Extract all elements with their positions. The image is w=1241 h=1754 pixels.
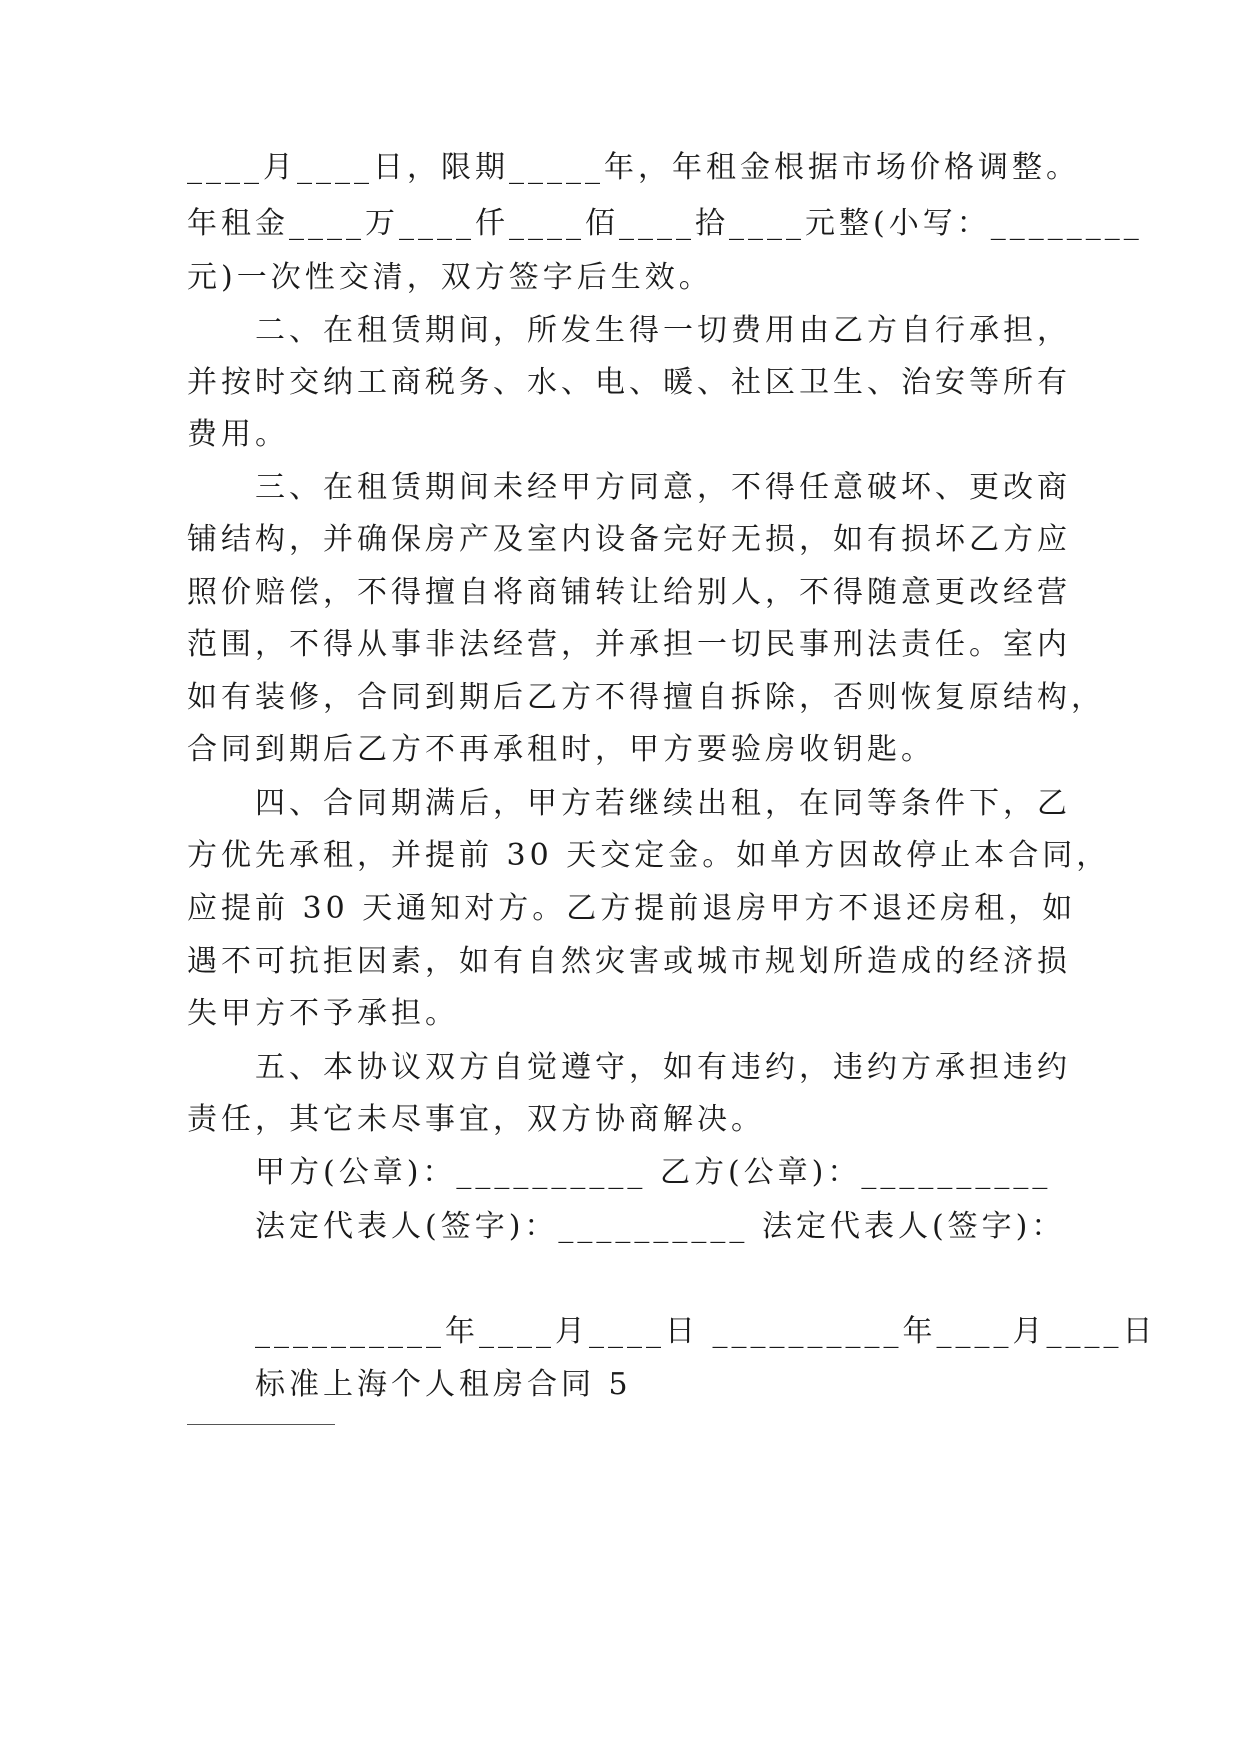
text-line: 遇不可抗拒因素，如有自然灾害或城市规划所造成的经济损 (187, 944, 1071, 979)
text-line: 四、合同期满后，甲方若继续出租，在同等条件下，乙 (255, 786, 1071, 821)
text-line: 年租金____万____仟____佰____拾____元整(小写：________ (187, 206, 1143, 241)
text-line: 责任，其它未尽事宜，双方协商解决。 (187, 1102, 765, 1137)
section-title: 标准上海个人租房合同 5 (255, 1367, 632, 1402)
text-line: 五、本协议双方自觉遵守，如有违约，违约方承担违约 (255, 1050, 1071, 1085)
signature-line-representative: 法定代表人(签字)：__________ 法定代表人(签字)： (255, 1209, 1066, 1244)
text-line: 照价赔偿，不得擅自将商铺转让给别人，不得随意更改经营 (187, 575, 1071, 610)
text-line: 方优先承租，并提前 30 天交定金。如单方因故停止本合同， (187, 838, 1111, 873)
text-line: 费用。 (187, 417, 289, 452)
text-line: 二、在租赁期间，所发生得一切费用由乙方自行承担， (255, 313, 1071, 348)
text-line: 失甲方不予承担。 (187, 996, 459, 1031)
text-line: 应提前 30 天通知对方。乙方提前退房甲方不退还房租，如 (187, 891, 1077, 926)
date-line: __________年____月____日 __________年____月____日 (255, 1314, 1157, 1349)
text-line: ____月____日，限期_____年，年租金根据市场价格调整。 (187, 150, 1080, 185)
text-line: 如有装修，合同到期后乙方不得擅自拆除，否则恢复原结构， (187, 680, 1105, 715)
text-line: 范围，不得从事非法经营，并承担一切民事刑法责任。室内 (187, 627, 1071, 662)
text-line: 并按时交纳工商税务、水、电、暖、社区卫生、治安等所有 (187, 365, 1071, 400)
text-line: 元)一次性交清，双方签字后生效。 (187, 260, 713, 295)
signature-line-party-seal: 甲方(公章)：__________ 乙方(公章)：__________ (255, 1155, 1052, 1190)
text-line: 铺结构，并确保房产及室内设备完好无损，如有损坏乙方应 (187, 522, 1071, 557)
text-line: 合同到期后乙方不再承租时，甲方要验房收钥匙。 (187, 732, 935, 767)
signature-blank (187, 1424, 335, 1425)
text-line: 三、在租赁期间未经甲方同意，不得任意破坏、更改商 (255, 470, 1071, 505)
